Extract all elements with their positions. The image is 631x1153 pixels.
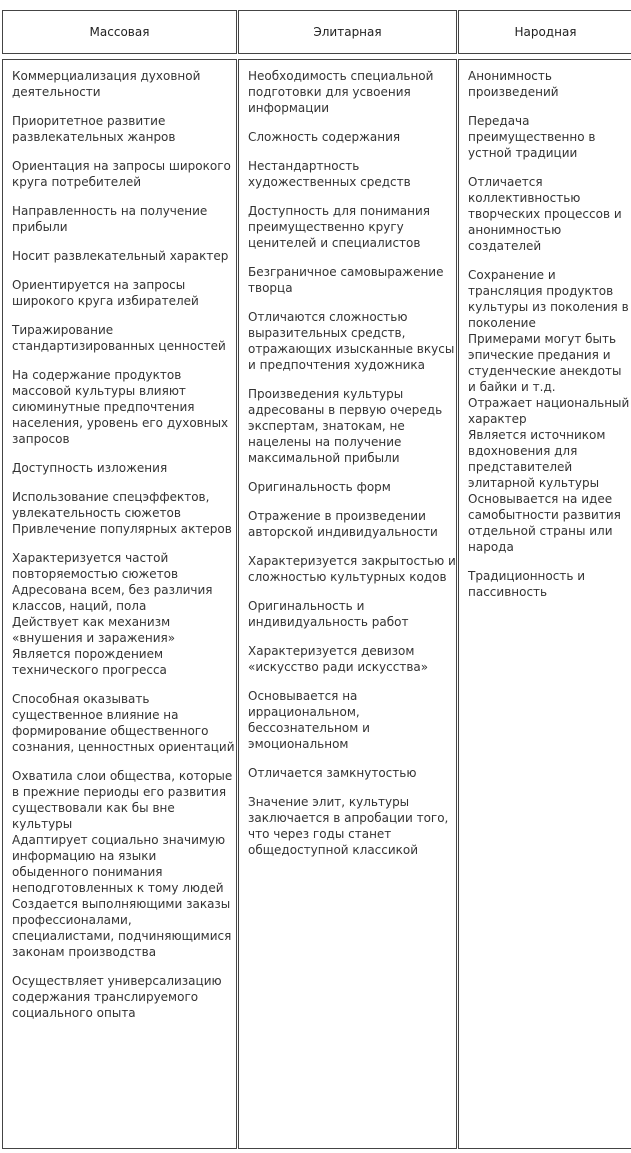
list-item: Анонимность произведений — [468, 69, 559, 99]
list-item: Передача преимущественно в устной традиции — [468, 114, 596, 160]
header-mass: Массовая — [2, 10, 237, 54]
list-item: Оригинальность форм — [248, 480, 391, 494]
list-item: Произведения культуры адресованы в первую очередь экспертам, знатокам, не нацелены на получение максимальной прибыли — [248, 387, 443, 465]
list-item: Характеризуется закрытостью и сложностью культурных кодов — [248, 554, 456, 584]
list-item: Ориентация на запросы широкого круга потребителей — [12, 159, 231, 189]
list-item: Ориентируется на запросы широкого круга избирателей — [12, 278, 199, 308]
header-folk: Народная — [458, 10, 631, 54]
list-item: Отличается коллективностью творческих процессов и анонимностью создателей — [468, 175, 622, 253]
list-item: Характеризуется девизом «искусство ради искусства» — [248, 644, 429, 674]
list-item: Основывается на иррациональном, бессознательном и эмоциональном — [248, 689, 370, 751]
column-folk — [458, 59, 631, 1149]
list-item: Нестандартность художественных средств — [248, 159, 411, 189]
list-item: На содержание продуктов массовой культуры влияют сиюминутные предпочтения населения, уровень его духовных запросов — [12, 368, 229, 446]
list-item: Направленность на получение прибыли — [12, 204, 208, 234]
list-item: Коммерциализация духовной деятельности — [12, 69, 201, 99]
list-item: Осуществляет универсализацию содержания транслируемого социального опыта — [12, 974, 222, 1020]
list-item: Значение элит, культуры заключается в апробации того, что через годы станет общедоступной классикой — [248, 795, 449, 857]
list-item: Приоритетное развитие развлекательных жанров — [12, 114, 176, 144]
header-elite: Элитарная — [238, 10, 457, 54]
list-item: Тиражирование стандартизированных ценностей — [12, 323, 226, 353]
list-item: Способная оказывать существенное влияние на формирование общественного сознания, ценностных ориентаций — [12, 692, 235, 754]
list-item: Безграничное самовыражение творца — [248, 265, 444, 295]
list-item: Необходимость специальной подготовки для усвоения информации — [248, 69, 434, 115]
list-item: Отличаются сложностью выразительных средств, отражающих изысканные вкусы и предпочтения художника — [248, 310, 455, 372]
list-item: Сложность содержания — [248, 130, 401, 144]
list-item: Отражение в произведении авторской индивидуальности — [248, 509, 438, 539]
list-item: Традиционность и пассивность — [468, 569, 586, 599]
list-item: Отличается замкнутостью — [248, 766, 417, 780]
list-item: Использование спецэффектов, увлекательность сюжетов Привлечение популярных актеров — [12, 490, 232, 536]
column-mass — [2, 59, 237, 1149]
column-elite — [238, 59, 457, 1149]
list-item: Оригинальность и индивидуальность работ — [248, 599, 409, 629]
list-item: Доступность для понимания преимущественно кругу ценителей и специалистов — [248, 204, 431, 250]
list-item: Доступность изложения — [12, 461, 168, 475]
list-item: Характеризуется частой повторяемостью сюжетов Адресована всем, без различия классов, наций, пола Действует как механизм «внушения и заражения» Является порождением технического прогресса — [12, 551, 213, 677]
list-item: Сохранение и трансляция продуктов культуры из поколения в поколение Примерами могут быть эпические предания и студенческие анекдоты и байки и т.д. Отражает национальный характер Является источником вдохновения для представителей элитарной культуры Основывается на идее самобытности развития отдельной страны или народа — [468, 268, 630, 554]
list-item: Охватила слои общества, которые в прежние периоды его развития существовали как бы вне культуры Адаптирует социально значимую информацию на языки обыденного понимания неподготовленных к тому людей Создается выполняющими заказы профессионалами, специалистами, подчиняющимися законам производства — [12, 769, 233, 959]
list-item: Носит развлекательный характер — [12, 249, 229, 263]
